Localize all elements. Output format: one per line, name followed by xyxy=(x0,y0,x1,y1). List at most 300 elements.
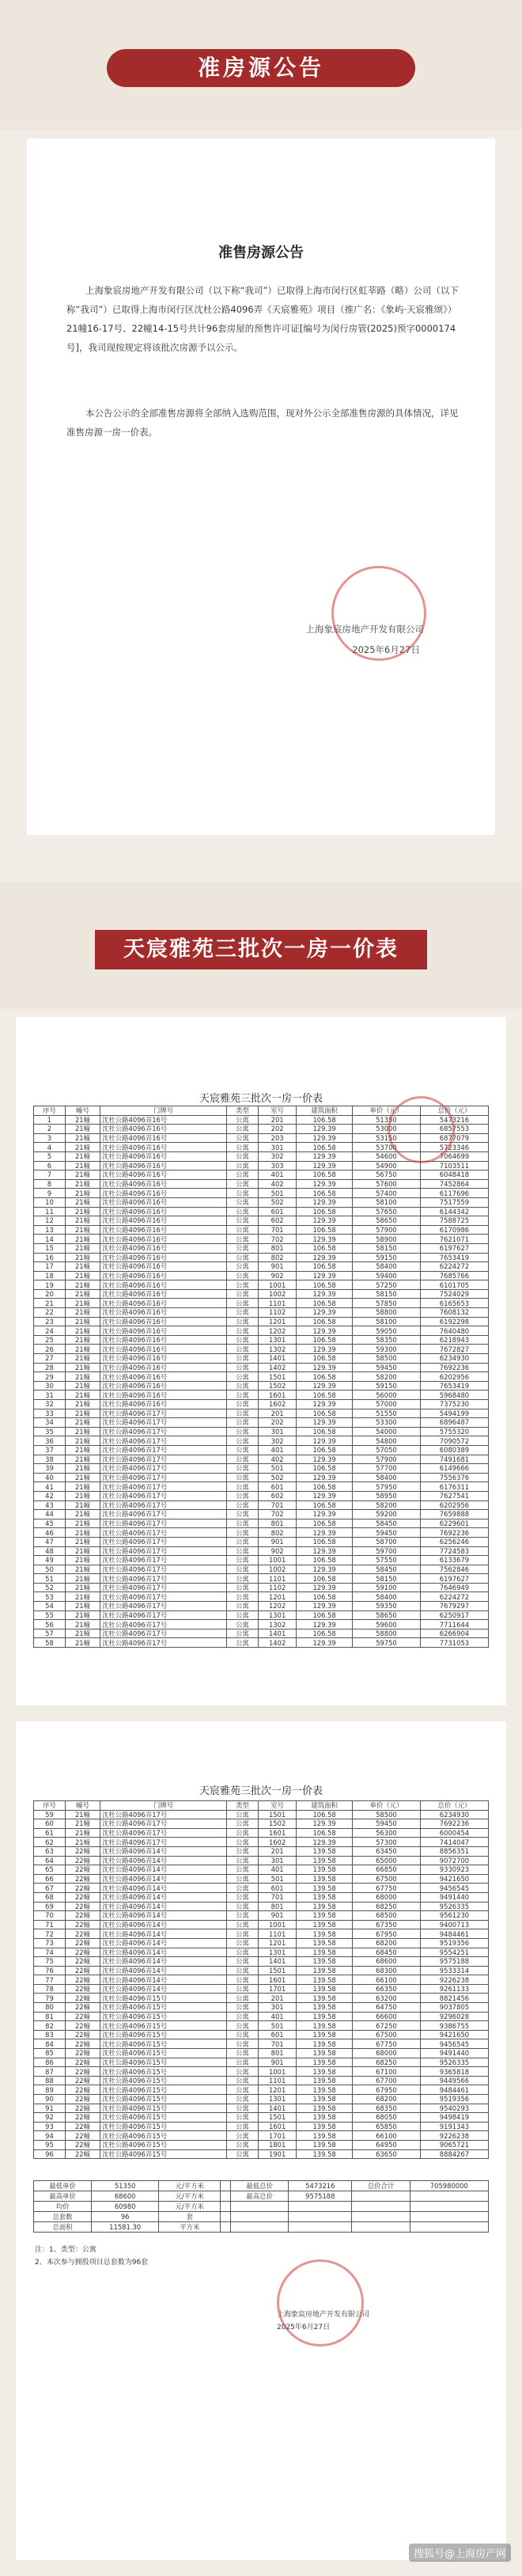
table-cell: 21幢 xyxy=(65,1390,100,1400)
table-cell: 21幢 xyxy=(65,1326,100,1336)
table-cell: 21幢 xyxy=(65,1335,100,1345)
notice-banner xyxy=(0,0,522,131)
table-cell: 6176311 xyxy=(420,1482,488,1492)
table-cell: 106.58 xyxy=(297,1335,353,1345)
table-cell: 702 xyxy=(258,1235,296,1244)
table-cell: 51550 xyxy=(352,1409,420,1418)
table-cell: 9037805 xyxy=(420,2003,488,2013)
table-cell: 129.39 xyxy=(297,1216,353,1226)
table-cell: 139.58 xyxy=(297,2149,353,2159)
column-header: 门牌号 xyxy=(100,1106,227,1116)
table-row xyxy=(34,1629,489,1638)
table-cell: 21幢 xyxy=(65,1235,100,1244)
table-cell: 公寓 xyxy=(227,1390,259,1400)
column-header: 单价（元） xyxy=(352,1106,420,1116)
note-2: 2、本次参与拥股项目总套数为96套 xyxy=(35,2259,149,2267)
table-row xyxy=(34,1838,489,1847)
table-cell: 68500 xyxy=(352,1911,420,1921)
table-cell: 56300 xyxy=(352,1828,420,1838)
table-cell: 129.39 xyxy=(297,1151,353,1161)
summary-cell: 套 xyxy=(159,2212,221,2222)
table-cell: 139.58 xyxy=(297,2021,353,2031)
table-cell: 3 xyxy=(34,1133,66,1143)
price-sheet-2 xyxy=(16,1721,506,2560)
table-cell: 129.39 xyxy=(297,1289,353,1299)
table-cell: 7692236 xyxy=(420,1363,488,1372)
table-cell: 沈杜公路4096弄17号 xyxy=(100,1445,227,1455)
table-row xyxy=(34,1966,489,1975)
table-cell: 22幢 xyxy=(65,1884,100,1893)
table-cell: 21幢 xyxy=(65,1197,100,1207)
table-cell: 6202956 xyxy=(420,1500,488,1510)
table-cell: 57900 xyxy=(352,1455,420,1464)
table-cell: 公寓 xyxy=(227,1491,259,1500)
summary-cell: 9575188 xyxy=(289,2191,352,2202)
table-cell: 7414047 xyxy=(420,1838,488,1847)
table-cell: 129.39 xyxy=(297,1510,353,1519)
table-cell: 301 xyxy=(258,1143,296,1152)
column-header: 单价（元） xyxy=(352,1801,420,1811)
table-cell: 139.58 xyxy=(297,1884,353,1893)
table-cell: 沈杜公路4096弄17号 xyxy=(100,1436,227,1446)
table-cell: 57400 xyxy=(352,1189,420,1198)
table-cell: 68000 xyxy=(352,1892,420,1902)
table-cell: 8856351 xyxy=(420,1846,488,1856)
table-cell: 54000 xyxy=(352,1427,420,1436)
table-cell: 1602 xyxy=(258,1400,296,1409)
table-cell: 9575188 xyxy=(420,1957,488,1967)
table-cell: 22幢 xyxy=(65,1957,100,1967)
table-cell: 5494199 xyxy=(420,1409,488,1418)
table-cell: 22幢 xyxy=(65,2122,100,2131)
table-row xyxy=(34,1197,489,1207)
table-row xyxy=(34,1938,489,1948)
table-cell: 401 xyxy=(258,1445,296,1455)
table-cell: 沈杜公路4096弄16号 xyxy=(100,1170,227,1180)
table-cell: 1202 xyxy=(258,1602,296,1611)
table-cell: 21幢 xyxy=(65,1819,100,1829)
table-cell: 22 xyxy=(34,1308,66,1318)
table-cell: 22幢 xyxy=(65,2131,100,2141)
table-cell: 139.58 xyxy=(297,2095,353,2104)
table-cell: 公寓 xyxy=(227,2067,259,2077)
watermark: 搜狐号@上海房产网 xyxy=(409,2544,511,2562)
table-row xyxy=(34,1828,489,1838)
table-cell: 公寓 xyxy=(227,1400,259,1409)
table-cell: 21幢 xyxy=(65,1565,100,1574)
table-cell: 9386755 xyxy=(420,2021,488,2031)
table-cell: 501 xyxy=(258,1874,296,1884)
table-cell: 139.58 xyxy=(297,1920,353,1929)
table-cell: 公寓 xyxy=(227,1133,259,1143)
table-cell: 9072700 xyxy=(420,1856,488,1865)
column-header: 总价（元） xyxy=(420,1106,488,1116)
table-row xyxy=(34,1491,489,1500)
table-cell: 602 xyxy=(258,1216,296,1226)
table-row xyxy=(34,1189,489,1198)
table-cell: 9400713 xyxy=(420,1920,488,1929)
table-cell: 1402 xyxy=(258,1638,296,1648)
table-cell: 139.58 xyxy=(297,1902,353,1911)
table-cell: 21幢 xyxy=(65,1574,100,1584)
table-cell: 58650 xyxy=(352,1216,420,1226)
table-row xyxy=(34,1920,489,1929)
table-row xyxy=(34,1537,489,1546)
table-cell: 1201 xyxy=(258,2085,296,2095)
table-cell: 303 xyxy=(258,1161,296,1170)
table-cell: 1301 xyxy=(258,1335,296,1345)
table-cell: 公寓 xyxy=(227,2095,259,2104)
table-cell: 1901 xyxy=(258,2149,296,2159)
notice-banner-title: 准房源公告 xyxy=(107,49,415,87)
table-row xyxy=(34,1427,489,1436)
table-cell: 7659888 xyxy=(420,1510,488,1519)
table-cell: 52 xyxy=(34,1583,66,1592)
table-cell: 沈杜公路4096弄14号 xyxy=(100,1984,227,1994)
table-cell: 公寓 xyxy=(227,1179,259,1189)
table-cell: 66100 xyxy=(352,2131,420,2141)
table-cell: 68250 xyxy=(352,2058,420,2067)
summary-cell xyxy=(221,2181,231,2191)
table-cell: 601 xyxy=(258,1884,296,1893)
summary-cell: 最高总价 xyxy=(231,2191,289,2202)
table-cell: 106.58 xyxy=(297,1243,353,1253)
table-cell: 公寓 xyxy=(227,1271,259,1280)
table-cell: 63650 xyxy=(352,2149,420,2159)
table-cell: 106.58 xyxy=(297,1317,353,1326)
table-cell: 139.58 xyxy=(297,2131,353,2141)
table-cell: 139.58 xyxy=(297,1957,353,1967)
table-cell: 沈杜公路4096弄16号 xyxy=(100,1243,227,1253)
table-cell: 21幢 xyxy=(65,1271,100,1280)
table-cell: 公寓 xyxy=(227,1957,259,1967)
table-cell: 1101 xyxy=(258,1574,296,1584)
table-cell: 35 xyxy=(34,1427,66,1436)
table-cell: 公寓 xyxy=(227,1920,259,1929)
table-cell: 38 xyxy=(34,1455,66,1464)
table-cell: 1202 xyxy=(258,1326,296,1336)
table-cell: 66600 xyxy=(352,2012,420,2021)
table-cell: 21幢 xyxy=(65,1482,100,1492)
price-table-2 xyxy=(33,1800,489,2159)
table-cell: 公寓 xyxy=(227,1151,259,1161)
table-cell: 21幢 xyxy=(65,1299,100,1308)
table-row xyxy=(34,1482,489,1492)
table-cell: 沈杜公路4096弄14号 xyxy=(100,1846,227,1856)
table-row xyxy=(34,1948,489,1957)
table-cell: 129.39 xyxy=(297,1491,353,1500)
table-row xyxy=(34,1207,489,1216)
table-cell: 沈杜公路4096弄15号 xyxy=(100,2122,227,2131)
table-cell: 9526335 xyxy=(420,1902,488,1911)
table-cell: 58400 xyxy=(352,1262,420,1272)
table-cell: 公寓 xyxy=(227,2030,259,2039)
table-cell: 129.39 xyxy=(297,1308,353,1318)
table-cell: 139.58 xyxy=(297,1975,353,1985)
table-cell: 7692236 xyxy=(420,1528,488,1538)
table-cell: 7 xyxy=(34,1170,66,1180)
table-cell: 67 xyxy=(34,1884,66,1893)
table-cell: 沈杜公路4096弄17号 xyxy=(100,1491,227,1500)
summary-row xyxy=(34,2212,489,2222)
table-cell: 95 xyxy=(34,2140,66,2149)
table-cell: 59450 xyxy=(352,1528,420,1538)
table-cell: 30 xyxy=(34,1381,66,1390)
table-cell: 5723346 xyxy=(420,1143,488,1152)
table-cell: 6218943 xyxy=(420,1335,488,1345)
table-cell: 6896487 xyxy=(420,1418,488,1428)
table-cell: 公寓 xyxy=(227,1235,259,1244)
table-cell: 6192298 xyxy=(420,1317,488,1326)
table-cell: 129.39 xyxy=(297,1326,353,1336)
table-cell: 6 xyxy=(34,1161,66,1170)
table-cell: 68 xyxy=(34,1892,66,1902)
table-cell: 22幢 xyxy=(65,1984,100,1994)
summary-cell: 最低单价 xyxy=(34,2181,92,2191)
table-cell: 301 xyxy=(258,2003,296,2013)
table-cell: 59100 xyxy=(352,1583,420,1592)
table-cell: 6048418 xyxy=(420,1170,488,1180)
summary-cell xyxy=(352,2202,410,2212)
table-cell: 公寓 xyxy=(227,2131,259,2141)
table-cell: 302 xyxy=(258,1436,296,1446)
table-cell: 7724583 xyxy=(420,1546,488,1556)
table-cell: 902 xyxy=(258,1546,296,1556)
table-cell: 106.58 xyxy=(297,1372,353,1382)
table-cell: 21幢 xyxy=(65,1207,100,1216)
summary-cell: 总价合计 xyxy=(352,2181,410,2191)
table-cell: 9533314 xyxy=(420,1966,488,1975)
notice-signer: 上海象宸房地产开发有限公司 xyxy=(305,624,424,635)
table-cell: 66850 xyxy=(352,1865,420,1875)
table-cell: 7653419 xyxy=(420,1253,488,1262)
table-cell: 1 xyxy=(34,1115,66,1125)
table-cell: 沈杜公路4096弄17号 xyxy=(100,1602,227,1611)
table-cell: 公寓 xyxy=(227,2149,259,2159)
price-sheet-2-title: 天宸雅苑三批次一房一价表 xyxy=(199,1785,323,1797)
table-cell: 1501 xyxy=(258,1966,296,1975)
table-cell: 沈杜公路4096弄14号 xyxy=(100,1957,227,1967)
table-row xyxy=(34,1874,489,1884)
table-cell: 22幢 xyxy=(65,2085,100,2095)
table-cell: 56000 xyxy=(352,1390,420,1400)
table-cell: 沈杜公路4096弄16号 xyxy=(100,1161,227,1170)
table-cell: 58150 xyxy=(352,1574,420,1584)
table-cell: 21幢 xyxy=(65,1445,100,1455)
table-cell: 62 xyxy=(34,1838,66,1847)
table-row xyxy=(34,2067,489,2077)
table-cell: 公寓 xyxy=(227,1620,259,1629)
table-cell: 701 xyxy=(258,1500,296,1510)
table-cell: 54600 xyxy=(352,1151,420,1161)
table-cell: 901 xyxy=(258,2058,296,2067)
table-cell: 沈杜公路4096弄15号 xyxy=(100,2021,227,2031)
table-cell: 公寓 xyxy=(227,2122,259,2131)
table-cell: 公寓 xyxy=(227,1846,259,1856)
column-header: 幢号 xyxy=(65,1106,100,1116)
summary-cell: 11581.30 xyxy=(92,2222,159,2233)
table-row xyxy=(34,2131,489,2141)
table-row xyxy=(34,2085,489,2095)
table-cell: 57850 xyxy=(352,1299,420,1308)
table-cell: 1501 xyxy=(258,2113,296,2123)
table-cell: 21幢 xyxy=(65,1592,100,1602)
table-row xyxy=(34,2058,489,2067)
table-cell: 21幢 xyxy=(65,1500,100,1510)
table-cell: 139.58 xyxy=(297,1929,353,1939)
table-cell: 57700 xyxy=(352,1464,420,1474)
table-cell: 公寓 xyxy=(227,1892,259,1902)
table-cell: 106.58 xyxy=(297,1143,353,1152)
table-cell: 沈杜公路4096弄16号 xyxy=(100,1225,227,1235)
table-cell: 1101 xyxy=(258,2076,296,2085)
table-row xyxy=(34,1381,489,1390)
table-cell: 公寓 xyxy=(227,2085,259,2095)
table-row xyxy=(34,1455,489,1464)
summary-cell xyxy=(221,2212,231,2222)
table-cell: 57 xyxy=(34,1629,66,1638)
table-cell: 公寓 xyxy=(227,1418,259,1428)
table-cell: 21幢 xyxy=(65,1464,100,1474)
table-cell: 公寓 xyxy=(227,1225,259,1235)
table-cell: 31 xyxy=(34,1390,66,1400)
table-cell: 公寓 xyxy=(227,1335,259,1345)
table-cell: 公寓 xyxy=(227,1308,259,1318)
table-row xyxy=(34,2104,489,2113)
table-cell: 沈杜公路4096弄14号 xyxy=(100,1884,227,1893)
table-cell: 59700 xyxy=(352,1546,420,1556)
table-cell: 129.39 xyxy=(297,1133,353,1143)
notice-paragraph-1: 上海象宸房地产开发有限公司（以下称“我司”）已取得上海市闵行区虹莘路（略）公司（以下称“我司”）已取得上海市闵行区沈杜公路4096弄《天宸雅苑》项目（推广名：《象屿·天宸雅颂》）21幢16-17号、22幢14-15号共计96套房屋的预售许可证[编号为闵行房管(2025)预字0000174号]，我司现按规定将该批次房源予以公示。 xyxy=(66,285,459,353)
table-cell: 7608132 xyxy=(420,1308,488,1318)
table-cell: 沈杜公路4096弄14号 xyxy=(100,1911,227,1921)
table-cell: 7679297 xyxy=(420,1602,488,1611)
table-cell: 沈杜公路4096弄17号 xyxy=(100,1819,227,1829)
table-cell: 1502 xyxy=(258,1381,296,1390)
table-cell: 129.39 xyxy=(297,1528,353,1538)
table-cell: 21幢 xyxy=(65,1345,100,1354)
table-cell: 公寓 xyxy=(227,1519,259,1528)
table-cell: 58400 xyxy=(352,1592,420,1602)
table-cell: 8 xyxy=(34,1179,66,1189)
table-cell: 68450 xyxy=(352,1948,420,1957)
table-cell: 沈杜公路4096弄16号 xyxy=(100,1299,227,1308)
table-cell: 21幢 xyxy=(65,1828,100,1838)
table-cell: 63 xyxy=(34,1846,66,1856)
table-row xyxy=(34,1235,489,1244)
table-cell: 公寓 xyxy=(227,1629,259,1638)
table-cell: 78 xyxy=(34,1984,66,1994)
table-cell: 21幢 xyxy=(65,1528,100,1538)
column-header: 类型 xyxy=(227,1106,259,1116)
table-cell: 沈杜公路4096弄17号 xyxy=(100,1828,227,1838)
table-cell: 68600 xyxy=(352,1957,420,1967)
table-cell: 公寓 xyxy=(227,2039,259,2049)
notice-date: 2025年6月27日 xyxy=(352,644,420,655)
table-cell: 106.58 xyxy=(297,1409,353,1418)
table-cell: 33 xyxy=(34,1409,66,1418)
table-cell: 21幢 xyxy=(65,1810,100,1819)
table-cell: 129.39 xyxy=(297,1271,353,1280)
table-cell: 沈杜公路4096弄17号 xyxy=(100,1610,227,1620)
table-cell: 601 xyxy=(258,1482,296,1492)
table-cell: 201 xyxy=(258,1409,296,1418)
table-cell: 6000454 xyxy=(420,1828,488,1838)
table-cell: 公寓 xyxy=(227,1197,259,1207)
table-cell: 59350 xyxy=(352,1602,420,1611)
price-table-1 xyxy=(33,1106,489,1648)
table-row xyxy=(34,1846,489,1856)
table-cell: 21幢 xyxy=(65,1133,100,1143)
table-cell: 67750 xyxy=(352,1884,420,1893)
summary-cell: 均价 xyxy=(34,2202,92,2212)
summary-cell: 总套数 xyxy=(34,2212,92,2222)
table-cell: 53300 xyxy=(352,1418,420,1428)
table-cell: 公寓 xyxy=(227,1253,259,1262)
table-cell: 21幢 xyxy=(65,1354,100,1364)
table-cell: 502 xyxy=(258,1473,296,1482)
table-cell: 沈杜公路4096弄17号 xyxy=(100,1418,227,1428)
table-cell: 21幢 xyxy=(65,1381,100,1390)
table-cell: 1001 xyxy=(258,2067,296,2077)
summary-cell xyxy=(231,2212,289,2222)
table-cell: 129.39 xyxy=(297,1473,353,1482)
table-cell: 57900 xyxy=(352,1225,420,1235)
table-cell: 9421650 xyxy=(420,1874,488,1884)
table-cell: 9296028 xyxy=(420,2012,488,2021)
table-cell: 129.39 xyxy=(297,1838,353,1847)
table-cell: 22幢 xyxy=(65,2021,100,2031)
table-cell: 93 xyxy=(34,2122,66,2131)
table-cell: 公寓 xyxy=(227,1409,259,1418)
table-cell: 公寓 xyxy=(227,1143,259,1152)
table-row xyxy=(34,1975,489,1985)
table-cell: 21幢 xyxy=(65,1243,100,1253)
table-row xyxy=(34,1335,489,1345)
table-cell: 57550 xyxy=(352,1556,420,1565)
table-cell: 59050 xyxy=(352,1326,420,1336)
table-cell: 公寓 xyxy=(227,1838,259,1847)
table-cell: 9484461 xyxy=(420,1929,488,1939)
table-cell: 68200 xyxy=(352,2095,420,2104)
table-cell: 公寓 xyxy=(227,1884,259,1893)
table-cell: 1402 xyxy=(258,1363,296,1372)
table-cell: 129.39 xyxy=(297,1602,353,1611)
table-cell: 106.58 xyxy=(297,1629,353,1638)
table-cell: 59150 xyxy=(352,1381,420,1390)
table-cell: 21幢 xyxy=(65,1537,100,1546)
table-cell: 沈杜公路4096弄14号 xyxy=(100,1975,227,1985)
table-cell: 1602 xyxy=(258,1838,296,1847)
table-cell: 沈杜公路4096弄17号 xyxy=(100,1528,227,1538)
table-cell: 1101 xyxy=(258,1929,296,1939)
table-cell: 6149666 xyxy=(420,1464,488,1474)
table-cell: 66100 xyxy=(352,1975,420,1985)
summary-row xyxy=(34,2181,489,2191)
table-cell: 68350 xyxy=(352,2104,420,2113)
table-cell: 106.58 xyxy=(297,1828,353,1838)
table-row xyxy=(34,1390,489,1400)
table-cell: 129.39 xyxy=(297,1179,353,1189)
summary-cell xyxy=(289,2222,352,2233)
table-cell: 202 xyxy=(258,1125,296,1134)
table-cell: 沈杜公路4096弄17号 xyxy=(100,1638,227,1648)
table-cell: 16 xyxy=(34,1253,66,1262)
notice-title: 准售房源公告 xyxy=(218,245,304,261)
table-cell: 9226238 xyxy=(420,2131,488,2141)
table-cell: 7517559 xyxy=(420,1197,488,1207)
table-cell: 68200 xyxy=(352,1938,420,1948)
